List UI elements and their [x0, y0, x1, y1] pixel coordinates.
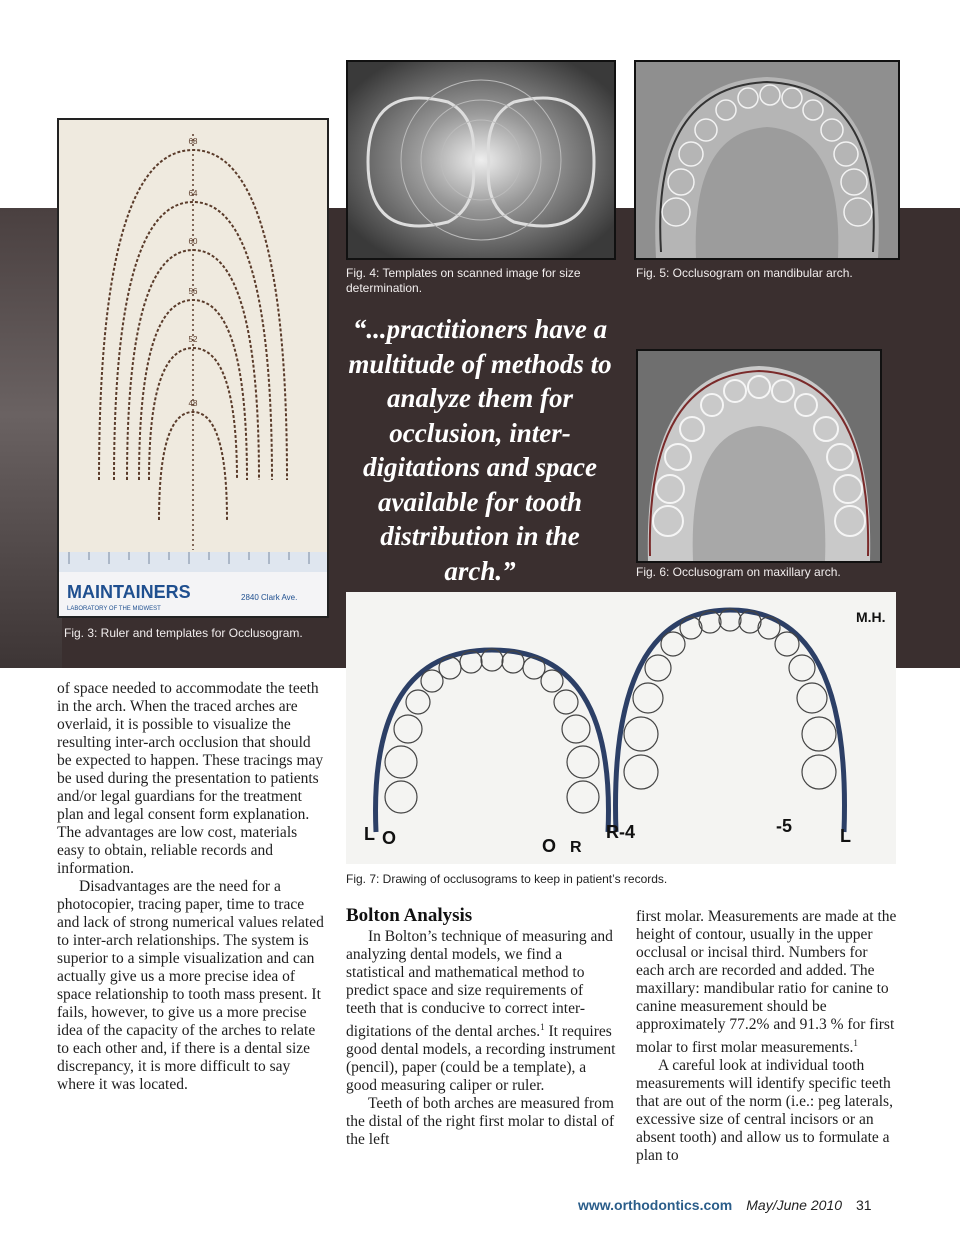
pull-quote: “...practitioners have a multitude of methods to analyze them for occlusion, inter-digitations and space available for tooth distribution in the arch.” [348, 314, 612, 586]
fig7-label-r4: R-4 [606, 822, 636, 842]
col2-p1b-text: It requires good dental models, a recording instrument (pencil), paper (could be a template), a good measuring caliper or ruler. [346, 1023, 616, 1095]
body-column-3 [636, 908, 898, 1165]
arch-label-60: 60 [188, 237, 198, 246]
fig7-label-o-left: O [382, 828, 397, 848]
page-footer [578, 1197, 872, 1213]
fig7-image [346, 592, 896, 864]
footer-date: May/June 2010 [746, 1197, 842, 1213]
col2-p1-ref: 1 [540, 1022, 545, 1032]
fig7-label-o-mid: O [542, 836, 557, 856]
col1-paragraph-2: Disadvantages are the need for a photocopier, tracing paper, time to trace and lack of strong numerical values related to inter-arch relationships. The system is superior to a simple visualization and can actually give us a more precise idea of space relationship to tooth mass present. It fails, however, to give us a more precise idea of the capacity of the arches to relate to each other and, if there is a dental size discrepancy, it is more difficult to say where it was located. [57, 878, 324, 1093]
maintainers-sub: LABORATORY OF THE MIDWEST [67, 606, 161, 612]
fig6-caption: Fig. 6: Occlusogram on maxillary arch. [636, 565, 841, 579]
fig7-caption: Fig. 7: Drawing of occlusograms to keep in patient’s records. [346, 872, 668, 886]
col2-paragraph-2: Teeth of both arches are measured from the distal of the right first molar to distal of the left [346, 1095, 615, 1149]
bolton-heading: Bolton Analysis [346, 905, 473, 926]
col3-p1-text: first molar. Measurements are made at the height of contour, usually in the upper occlusal or incisal third. Numbers for each arch are recorded and added. The maxillary: mandibular ratio for canine to canine measurement should be approximately 77.2% and 91.3 % for first molar to first molar measurements. [636, 908, 897, 1057]
fig4-caption: Fig. 4: Templates on scanned image for size determination. [346, 266, 581, 295]
fig3-image [57, 118, 329, 618]
col2-paragraph-1 [346, 928, 616, 1095]
occlusogram-drawings [346, 592, 896, 864]
arch-templates-illustration [59, 120, 327, 616]
arch-label-48: 48 [188, 399, 198, 408]
col2-p1-text: In Bolton’s technique of measuring and analyzing dental models, we find a statistical and mathematical method to predict space and size requirements of teeth that is conducive to correct inter-digitations of the dental arches. [346, 928, 613, 1041]
col1-paragraph-1: of space needed to accommodate the teeth in the arch. When the traced arches are overlaid, it is possible to visualize the resulting inter-arch occlusion that should be expected to happen. These tracings may be used during the presentation to patients and/or legal guardians for the treatment plan and legal consent form explanation. The advantages are low cost, materials easy to obtain, reliable records and information. [57, 680, 324, 877]
fig7-label-minus5: -5 [776, 816, 793, 836]
body-column-2 [346, 928, 616, 1149]
page-number: 31 [856, 1197, 872, 1213]
maintainers-logo: MAINTAINERS [67, 582, 191, 602]
maintainers-address: 2840 Clark Ave. [241, 593, 298, 602]
left-photo-strip [0, 208, 62, 668]
arch-label-68: 68 [188, 137, 198, 146]
col3-paragraph-2: A careful look at individual tooth measurements will identify specific teeth that are out of the norm (i.e.: peg laterals, excessive size of central incisors or an absent tooth) and allow us to formulate a plan to [636, 1057, 893, 1165]
fig7-label-l-left: L [364, 824, 375, 844]
maxillary-arch-photo [638, 351, 880, 561]
col3-paragraph-1 [636, 908, 898, 1057]
fig7-label-l-right: L [840, 826, 851, 846]
arch-label-56: 56 [188, 287, 198, 296]
footer-url[interactable]: www.orthodontics.com [578, 1197, 733, 1213]
fig7-label-top-right: M.H. [856, 609, 886, 625]
arch-label-64: 64 [188, 189, 198, 198]
scanned-arch-template [348, 62, 614, 258]
fig5-caption: Fig. 5: Occlusogram on mandibular arch. [636, 266, 853, 280]
fig6-image [636, 349, 882, 563]
fig7-label-r-mid: R [570, 839, 582, 856]
body-column-1 [57, 680, 325, 1094]
mandibular-arch-photo [636, 62, 898, 258]
fig4-image [346, 60, 616, 260]
col3-p1-ref: 1 [853, 1038, 858, 1048]
fig3-caption: Fig. 3: Ruler and templates for Occlusogram. [64, 626, 303, 640]
fig5-image [634, 60, 900, 260]
arch-label-52: 52 [188, 335, 198, 344]
